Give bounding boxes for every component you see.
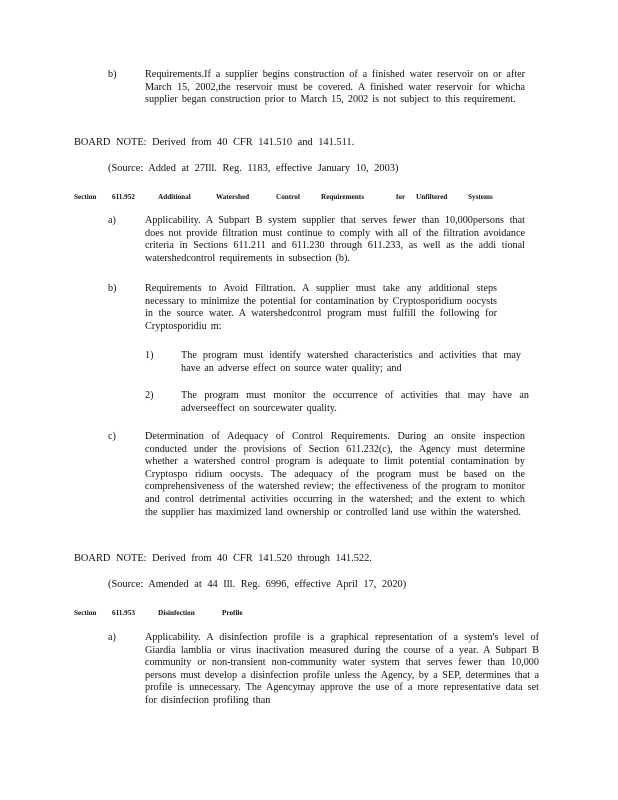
subsection-text: Applicability. A Subpart B system supplier that serves fewer than 10,000persons that does not provide filtration must continue to comply with all of the filtration avoidance criteria in Sections 611.211 and 611.230 through 611.233, as well as the addi tional watershedcontrol requirements in subsection (b). <box>145 215 525 264</box>
section-number: 611.952 <box>112 193 135 201</box>
subsection-marker: c) <box>108 431 116 442</box>
subsection-marker: b) <box>108 283 117 294</box>
heading-word: Watershed <box>216 193 250 201</box>
subsection-marker: a) <box>108 632 116 643</box>
board-note: BOARD NOTE: Derived from 40 CFR 141.510 and 141.511. <box>74 137 355 148</box>
heading-word: Unfiltered <box>416 193 448 201</box>
section-number: 611.953 <box>112 609 135 617</box>
subsection-text: Requirements.If a supplier begins construction of a finished water reservoir on or after March 15, 2002,the reservoir must be covered. A finished water reservoir for whicha supplier began construction prior to March 15, 2002 is not subject to this requirement. <box>145 69 525 106</box>
subsection-text: The program must monitor the occurrence of activities that may have an adverseeffect on sourcewater quality. <box>181 390 529 414</box>
heading-word: Requirements <box>321 193 364 201</box>
source-note: (Source: Added at 27Ill. Reg. 1183, effective January 10, 2003) <box>108 163 399 174</box>
subsection-marker: b) <box>108 69 117 80</box>
heading-word: Disinfection <box>158 609 195 617</box>
subsection-marker: a) <box>108 215 116 226</box>
source-note: (Source: Amended at 44 Ill. Reg. 6996, effective April 17, 2020) <box>108 579 407 590</box>
section-label: Section <box>74 193 97 201</box>
board-note: BOARD NOTE: Derived from 40 CFR 141.520 through 141.522. <box>74 553 372 564</box>
heading-word: Systems <box>468 193 493 201</box>
section-label: Section <box>74 609 97 617</box>
section-heading-611-952 <box>74 191 508 204</box>
section-heading-611-953 <box>74 607 262 620</box>
heading-word: for <box>396 193 406 201</box>
heading-word: Control <box>276 193 300 201</box>
subsection-marker: 2) <box>145 390 154 401</box>
subsection-text: Applicability. A disinfection profile is a graphical representation of a system's level of Giardia lamblia or virus inactivation measured during the course of a year. A Subpart B community or non-transient non-community water system that serves fewer than 10,000 persons must develop a disinfection profile unless the Agency, by a SEP, determines that a profile is unnecessary. The Agencymay approve the use of a more representative data set for disinfection profiling than <box>145 632 539 706</box>
subsection-text: The program must identify watershed characteristics and activities that may have an adverse effect on source water quality; and <box>181 350 521 374</box>
subsection-text: Determination of Adequacy of Control Requirements. During an onsite inspection conducted under the provisions of Section 611.232(c), the Agency must determine whether a watershed control program is adequate to limit potential contamination by Cryptospo ridium oocysts. The adequacy of the program must be based on the comprehensiveness of the watershed review; the effectiveness of the program to monitor and control detrimental activities occurring in the watershed; and the extent to which the supplier has maximized land ownership or controlled land use within the watershed. <box>145 431 525 518</box>
subsection-text: Requirements to Avoid Filtration. A supplier must take any additional steps necessary to minimize the potential for contamination by Cryptosporidium oocysts in the source water. A watershedcontrol program must fulfill the following for Cryptosporidiu m: <box>145 283 497 332</box>
heading-word: Profile <box>222 609 243 617</box>
subsection-marker: 1) <box>145 350 154 361</box>
heading-word: Additional <box>158 193 191 201</box>
